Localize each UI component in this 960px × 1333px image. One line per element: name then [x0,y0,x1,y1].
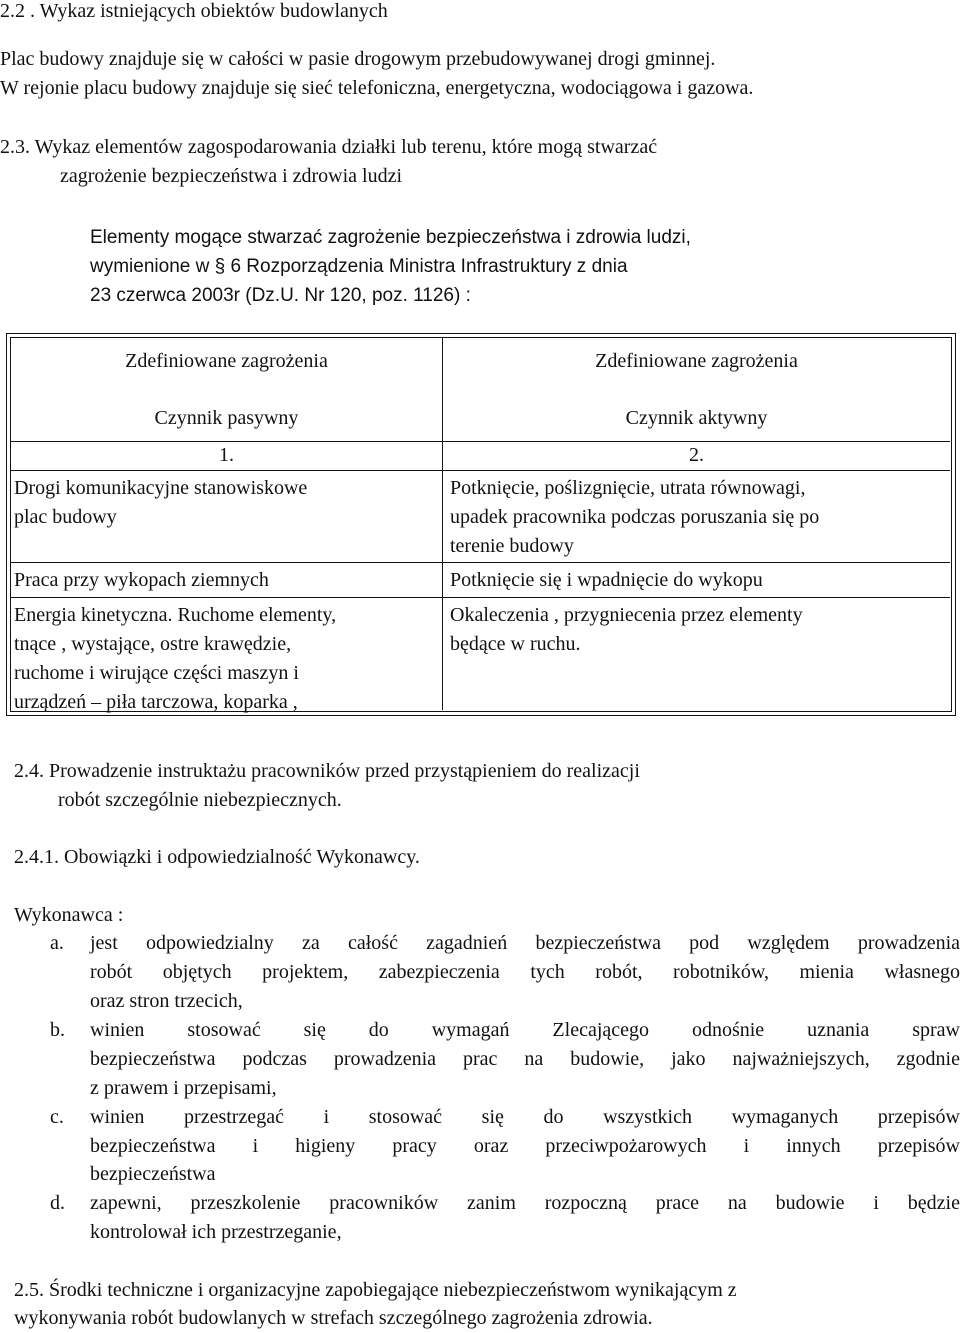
section-2-4-1-heading: 2.4.1. Obowiązki i odpowiedzialność Wykonawcy. [14,846,420,868]
header-passive-line-2: Czynnik pasywny [154,407,299,429]
hazard-table [6,333,960,718]
item-a-marker: a. [50,932,64,954]
section-2-3-intro-line-1: Elementy mogące stwarzać zagrożenie bezpieczeństwa i zdrowia ludzi, [90,227,691,248]
row-2-passive-line-1: Praca przy wykopach ziemnych [14,569,269,591]
column-number-2: 2. [689,444,704,466]
row-3-passive-line-4: urządzeń – piła tarczowa, koparka , [14,691,298,713]
item-b-line-1: winien stosować się do wymagań Zlecającego odnośnie uznania spraw [90,1019,960,1041]
section-2-3-intro-line-3: 23 czerwca 2003r (Dz.U. Nr 120, poz. 1126) : [90,285,471,306]
item-d-line-1: zapewni, przeszkolenie pracowników zanim rozpoczną prace na budowie i będzie [90,1192,960,1214]
item-c-line-2: bezpieczeństwa i higieny pracy oraz przeciwpożarowych i innych przepisów [90,1135,960,1157]
item-a-line-1: jest odpowiedzialny za całość zagadnień bezpieczeństwa pod względem prowadzenia [90,932,960,954]
item-b-line-2: bezpieczeństwa podczas prowadzenia prac na budowie, jako najważniejszych, zgodnie [90,1048,960,1070]
table-row-line-1 [10,562,950,563]
section-2-5-line-2: wykonywania robót budowlanych w strefach szczególnego zagrożenia zdrowia. [14,1307,653,1329]
header-active-line-1: Zdefiniowane zagrożenia [595,350,798,372]
section-2-3-intro-line-2: wymienione w § 6 Rozporządzenia Ministra Infrastruktury z dnia [90,256,628,277]
row-2-active-line-1: Potknięcie się i wpadnięcie do wykopu [450,569,763,591]
table-row-line-numbers [10,470,950,471]
section-2-2-line-2: W rejonie placu budowy znajduje się sieć telefoniczna, energetyczna, wodociągowa i gazowa. [0,77,754,99]
contractor-label: Wykonawca : [14,904,124,926]
row-3-passive-line-2: tnące , wystające, ostre krawędzie, [14,633,292,655]
row-1-passive-line-1: Drogi komunikacyjne stanowiskowe [14,477,308,499]
section-2-5-line-1: 2.5. Środki techniczne i organizacyjne zapobiegające niebezpieczeństwom wynikającym z [14,1279,737,1301]
item-b-marker: b. [50,1019,65,1041]
item-a-line-2: robót objętych projektem, zabezpieczenia tych robót, robotników, mienia własnego [90,961,960,983]
section-2-4-heading-line-1: 2.4. Prowadzenie instruktażu pracowników przed przystąpieniem do realizacji [14,760,640,782]
table-row-line-2 [10,597,950,598]
row-1-active-line-1: Potknięcie, poślizgnięcie, utrata równowagi, [450,477,806,499]
row-3-passive-line-3: ruchome i wirujące części maszyn i [14,662,299,684]
item-c-marker: c. [50,1106,64,1128]
row-3-active-line-2: będące w ruchu. [450,633,581,655]
row-3-passive-line-1: Energia kinetyczna. Ruchome elementy, [14,604,337,626]
row-3-active-line-1: Okaleczenia , przygniecenia przez elementy [450,604,803,626]
row-1-active-line-3: terenie budowy [450,535,574,557]
section-2-2-heading: 2.2 . Wykaz istniejących obiektów budowlanych [0,0,388,22]
section-2-4-heading-line-2: robót szczególnie niebezpiecznych. [58,789,342,811]
header-active-line-2: Czynnik aktywny [625,407,768,429]
row-1-active-line-2: upadek pracownika podczas poruszania się po [450,506,820,528]
column-number-1: 1. [219,444,234,466]
item-c-line-1: winien przestrzegać i stosować się do wszystkich wymaganych przepisów [90,1106,960,1128]
section-2-3-heading-line-2: zagrożenie bezpieczeństwa i zdrowia ludzi [60,165,403,187]
header-passive-line-1: Zdefiniowane zagrożenia [125,350,328,372]
section-2-3-heading-line-1: 2.3. Wykaz elementów zagospodarowania działki lub terenu, które mogą stwarzać [0,136,658,158]
item-c-line-3: bezpieczeństwa [90,1163,216,1185]
section-2-2-line-1: Plac budowy znajduje się w całości w pasie drogowym przebudowywanej drogi gminnej. [0,48,716,70]
row-1-passive-line-2: plac budowy [14,506,117,528]
item-b-line-3: z prawem i przepisami, [90,1077,277,1099]
item-d-marker: d. [50,1192,65,1214]
item-d-line-2: kontrolował ich przestrzeganie, [90,1221,342,1243]
table-column-divider [442,337,443,710]
item-a-line-3: oraz stron trzecich, [90,990,243,1012]
